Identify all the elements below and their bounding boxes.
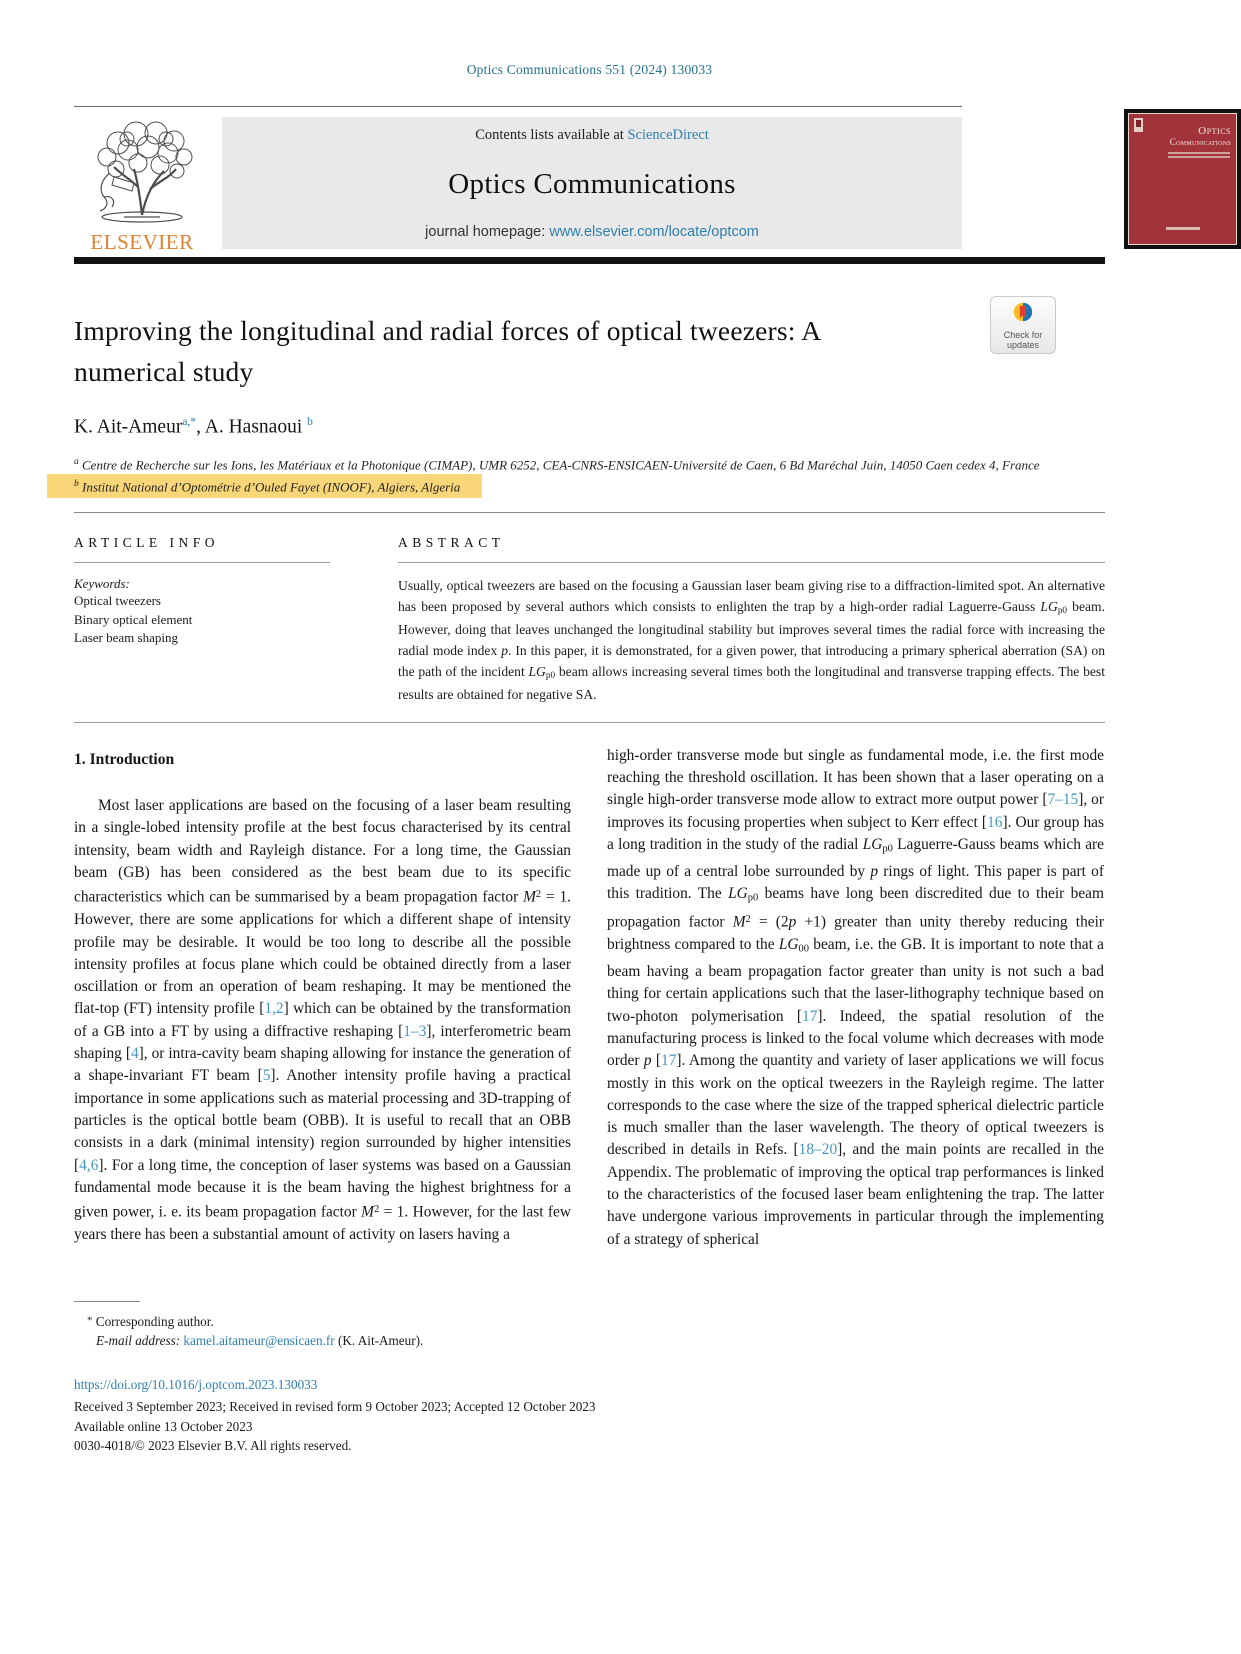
footnote-rule <box>74 1301 140 1302</box>
author-line <box>74 416 1105 439</box>
text-segment: 2 <box>373 1204 380 1216</box>
received-history: Received 3 September 2023; Received in revised form 9 October 2023; Accepted 12 October 2023 <box>74 1399 596 1415</box>
contents-prefix: Contents lists available at <box>475 127 628 143</box>
author-2-name: A. Hasnaoui <box>204 416 303 438</box>
abstract-rule <box>398 562 1105 563</box>
elsevier-logo <box>68 117 216 255</box>
doi-link[interactable]: https://doi.org/10.1016/j.optcom.2023.130033 <box>74 1376 318 1392</box>
text-segment: LG <box>728 884 748 902</box>
article-body <box>74 745 1105 1251</box>
text-segment: ], or improves its focusing properties when subject to Kerr effect [ <box>607 791 1104 831</box>
affiliations <box>74 453 1105 499</box>
text-segment: beam allows increasing several times both the longitudinal and transverse trapping effects. The best results are obtained for negative SA. <box>398 663 1105 703</box>
affiliation-b-text: Institut National d’Optométrie d’Ouled Fayet (INOOF), Algiers, Algeria <box>78 479 461 495</box>
journal-header <box>74 115 1231 254</box>
crossmark-label-line1: Check for <box>1003 329 1043 340</box>
abstract-column <box>398 535 1105 706</box>
citation-ref[interactable]: 4,6 <box>79 1156 99 1174</box>
title-block <box>74 310 1105 392</box>
abstract-heading: ABSTRACT <box>398 535 505 551</box>
affiliation-a-marker: a <box>74 456 79 467</box>
info-abstract-section <box>74 535 1105 706</box>
journal-cover-thumbnail[interactable] <box>1124 109 1241 249</box>
citation-ref[interactable]: 1–3 <box>403 1022 427 1040</box>
article-info-rule <box>74 562 330 563</box>
journal-banner <box>222 117 962 249</box>
available-online: Available online 13 October 2023 <box>74 1418 253 1434</box>
divider-above-info <box>74 512 1105 513</box>
body-column-right <box>607 745 1104 1251</box>
text-segment: +1) greater than unity thereby reducing their brightness compared to the <box>607 914 1104 954</box>
affiliation-a <box>74 453 1105 474</box>
text-segment: beam, i.e. the GB. It is important to note that a beam having a beam propagation factor greater than unity is not such a bad thing for certain applications such that the laser-lithography technique based on two-photon polymerisation [ <box>607 936 1104 1025</box>
text-segment: rings of light. This paper is part of this tradition. The <box>607 862 1104 902</box>
text-segment: p <box>788 914 797 932</box>
text-segment: Usually, optical tweezers are based on the focusing a Gaussian laser beam giving rise to a diffraction-limited spot. An alternative has been proposed by several authors which consists to enlighten the trap by a high-order radial Laguerre-Gauss <box>398 578 1105 614</box>
text-segment: M <box>732 914 746 932</box>
text-segment: beam. However, doing that leaves unchanged the longitudinal stability but improves several times the radial force with increasing the radial mode index <box>398 598 1105 658</box>
email-suffix: (K. Ait-Ameur). <box>334 1332 424 1348</box>
email-label: E-mail address: <box>96 1332 184 1348</box>
text-segment: LG <box>1040 598 1058 614</box>
introduction-paragraph-left <box>74 795 571 1246</box>
author-1-affiliation-marker[interactable]: a,* <box>182 416 197 428</box>
elsevier-tree-icon <box>80 212 204 229</box>
header-top-rule <box>74 106 962 107</box>
text-segment: ] which can be obtained by the transformation of a GB into a FT by using a diffractive reshaping [ <box>74 1000 572 1040</box>
text-segment: p <box>501 642 508 658</box>
citation-ref[interactable]: 4 <box>130 1045 139 1063</box>
text-segment: 2 <box>535 889 542 901</box>
author-separator: , <box>196 416 205 438</box>
text-segment: 2 <box>745 914 751 926</box>
abstract-text <box>398 576 1105 706</box>
citation-ref[interactable]: 7–15 <box>1047 791 1079 809</box>
text-segment: p0 <box>545 669 556 680</box>
text-segment: ]. For a long time, the conception of laser systems was based on a Gaussian fundamental mode because it is the beam having the highest brightness for a given power, i. e. its beam propagation factor <box>74 1156 571 1221</box>
header-black-bar <box>74 257 1105 264</box>
footnote-text: Corresponding author. <box>92 1313 214 1329</box>
text-segment: ], or intra-cavity beam shaping allowing for instance the generation of a shape-invariant FT beam [ <box>74 1045 571 1085</box>
footer-block <box>74 1375 1105 1456</box>
text-segment: beams have long been discredited due to their beam propagation factor <box>607 884 1104 932</box>
journal-citation: Optics Communications 551 (2024) 130033 <box>466 62 713 77</box>
cover-caption-lines <box>1168 152 1230 160</box>
citation-ref[interactable]: 16 <box>987 813 1003 831</box>
body-column-left <box>74 745 571 1251</box>
affiliation-a-text: Centre de Recherche sur les Ions, les Matériaux et la Photonique (CIMAP), UMR 6252, CEA-CNRS-ENSICAEN-Université de Caen, 6 Bd Maréchal Juin, 14050 Caen cedex 4, France <box>78 456 1040 472</box>
article-info-column <box>74 535 330 706</box>
text-segment: = 1. However, there are some applications for which a different shape of intensity profile may be desirable. It would be too long to describe all the possible intensity profiles at focus plane which could be obtained directly from a laser oscillation or from an operation of beam reshaping. It may be mentioned the flat-top (FT) intensity profile [ <box>74 888 571 1018</box>
text-segment: ]. Another intensity profile having a practical importance in some applications such as material processing and 3D-trapping of particles is the optical bottle beam (OBB). It is useful to recall that an OBB consists in a dark (minimal intensity) region surrounded by higher intensities [ <box>74 1067 571 1174</box>
text-segment: LG <box>862 835 883 853</box>
email-link[interactable]: kamel.aitameur@ensicaen.fr <box>183 1332 335 1348</box>
footnote-marker: * <box>87 1314 93 1327</box>
keyword-item: Binary optical element <box>74 611 193 627</box>
journal-title: Optics Communications <box>448 167 736 200</box>
crossmark-label-line2: updates <box>1006 339 1039 350</box>
cover-title-line1: Optics <box>1198 125 1231 137</box>
text-segment: ]. Indeed, the spatial resolution of the manufacturing process is linked to the focal volume which decreases with mode order <box>607 1007 1104 1070</box>
introduction-paragraph-right <box>607 745 1104 1251</box>
cover-emblem-icon <box>1134 118 1143 132</box>
text-segment: p <box>643 1052 652 1070</box>
text-segment: = (2 <box>750 914 789 932</box>
text-segment: p <box>870 862 879 880</box>
journal-cover-field <box>1128 113 1237 245</box>
text-segment: high-order transverse mode but single as fundamental mode, i.e. the first mode reaching the threshold oscillation. It has been shown that a laser operating on a single high-order transverse mode allow to extract more output power [ <box>607 746 1104 809</box>
footnote-block <box>74 1301 1105 1349</box>
affiliation-b-highlight <box>47 474 482 498</box>
contents-line <box>222 127 962 144</box>
author-1-name: K. Ait-Ameur <box>74 416 183 438</box>
text-segment: ]. Our group has a long tradition in the study of the radial <box>607 813 1105 853</box>
text-segment: . In this paper, it is demonstrated, for a given power, that introducing a primary spherical aberration (SA) on the path of the incident <box>398 642 1105 679</box>
affiliation-b <box>74 474 1105 498</box>
text-segment: p0 <box>882 843 893 855</box>
homepage-label: journal homepage: <box>425 224 550 240</box>
citation-ref[interactable]: 17 <box>802 1007 818 1025</box>
crossmark-label <box>1004 330 1043 350</box>
cover-foot-line <box>1166 227 1200 230</box>
cover-title <box>1170 124 1231 148</box>
text-segment: M <box>523 888 536 906</box>
divider-below-abstract <box>74 722 1105 723</box>
text-segment: = 1. However, for the last few years there has been a substantial amount of activity on lasers having a <box>74 1203 571 1244</box>
homepage-link[interactable]: www.elsevier.com/locate/optcom <box>549 224 759 240</box>
email-line <box>74 1333 1105 1349</box>
text-segment: LG <box>528 663 546 679</box>
text-segment: ]. Among the quantity and variety of laser applications we will focus mostly in this work on the optical tweezers in the Rayleigh regime. The latter corresponds to the case where the size of the trapped spherical dielectric particle is much smaller than the laser wavelength. The theory of optical tweezers is described in details in Refs. [ <box>607 1052 1104 1159</box>
affiliation-b-marker: b <box>74 478 79 489</box>
text-segment: Most laser applications are based on the focusing of a laser beam resulting in a single-lobed intensity profile at the best focus characterised by its central intensity, beam width and Rayleigh distance. For a long time, the Gaussian beam (GB) has been considered as the best beam due to its specific characteristics which can be summarised by a beam propagation factor <box>74 797 571 906</box>
citation-ref[interactable]: 1,2 <box>264 1000 284 1018</box>
check-for-updates-badge[interactable] <box>990 296 1056 354</box>
keyword-item: Laser beam shaping <box>74 630 178 646</box>
crossmark-icon <box>1012 301 1034 328</box>
text-segment: 00 <box>798 943 809 955</box>
text-segment: LG <box>778 936 799 954</box>
author-2-affiliation-marker[interactable]: b <box>307 416 313 428</box>
text-segment: p0 <box>1057 604 1068 615</box>
text-segment: ], and the main points are recalled in the Appendix. The problematic of improving the optical trap performances is linked to the characteristics of the focused laser beam enlightening the trap. The latter have undergone various improvements in particular through the implementing of a strategy of spherical <box>607 1141 1104 1248</box>
sciencedirect-link[interactable]: ScienceDirect <box>627 127 709 143</box>
citation-ref[interactable]: 18–20 <box>798 1141 838 1159</box>
cover-title-line2: Communications <box>1169 137 1231 147</box>
elsevier-wordmark: ELSEVIER <box>90 230 194 254</box>
citation-ref[interactable]: 5 <box>262 1067 271 1085</box>
corresponding-author-note <box>74 1314 1105 1330</box>
text-segment: ], interferometric beam shaping [ <box>74 1022 571 1063</box>
citation-ref[interactable]: 17 <box>660 1052 677 1070</box>
homepage-line <box>222 224 962 240</box>
copyright-line: 0030-4018/© 2023 Elsevier B.V. All rights reserved. <box>74 1438 352 1454</box>
section-heading-introduction: 1. Introduction <box>74 750 175 768</box>
text-segment: p0 <box>747 892 759 904</box>
article-title: Improving the longitudinal and radial forces of optical tweezers: A numerical study <box>74 315 820 387</box>
keyword-item: Optical tweezers <box>74 593 161 609</box>
text-segment: [ <box>651 1052 661 1070</box>
article-info-heading: ARTICLE INFO <box>74 535 220 551</box>
keywords-label: Keywords: <box>74 576 130 592</box>
text-segment: Laguerre-Gauss beams which are made up of a central lobe surrounded by <box>607 835 1104 880</box>
text-segment: M <box>361 1203 374 1221</box>
